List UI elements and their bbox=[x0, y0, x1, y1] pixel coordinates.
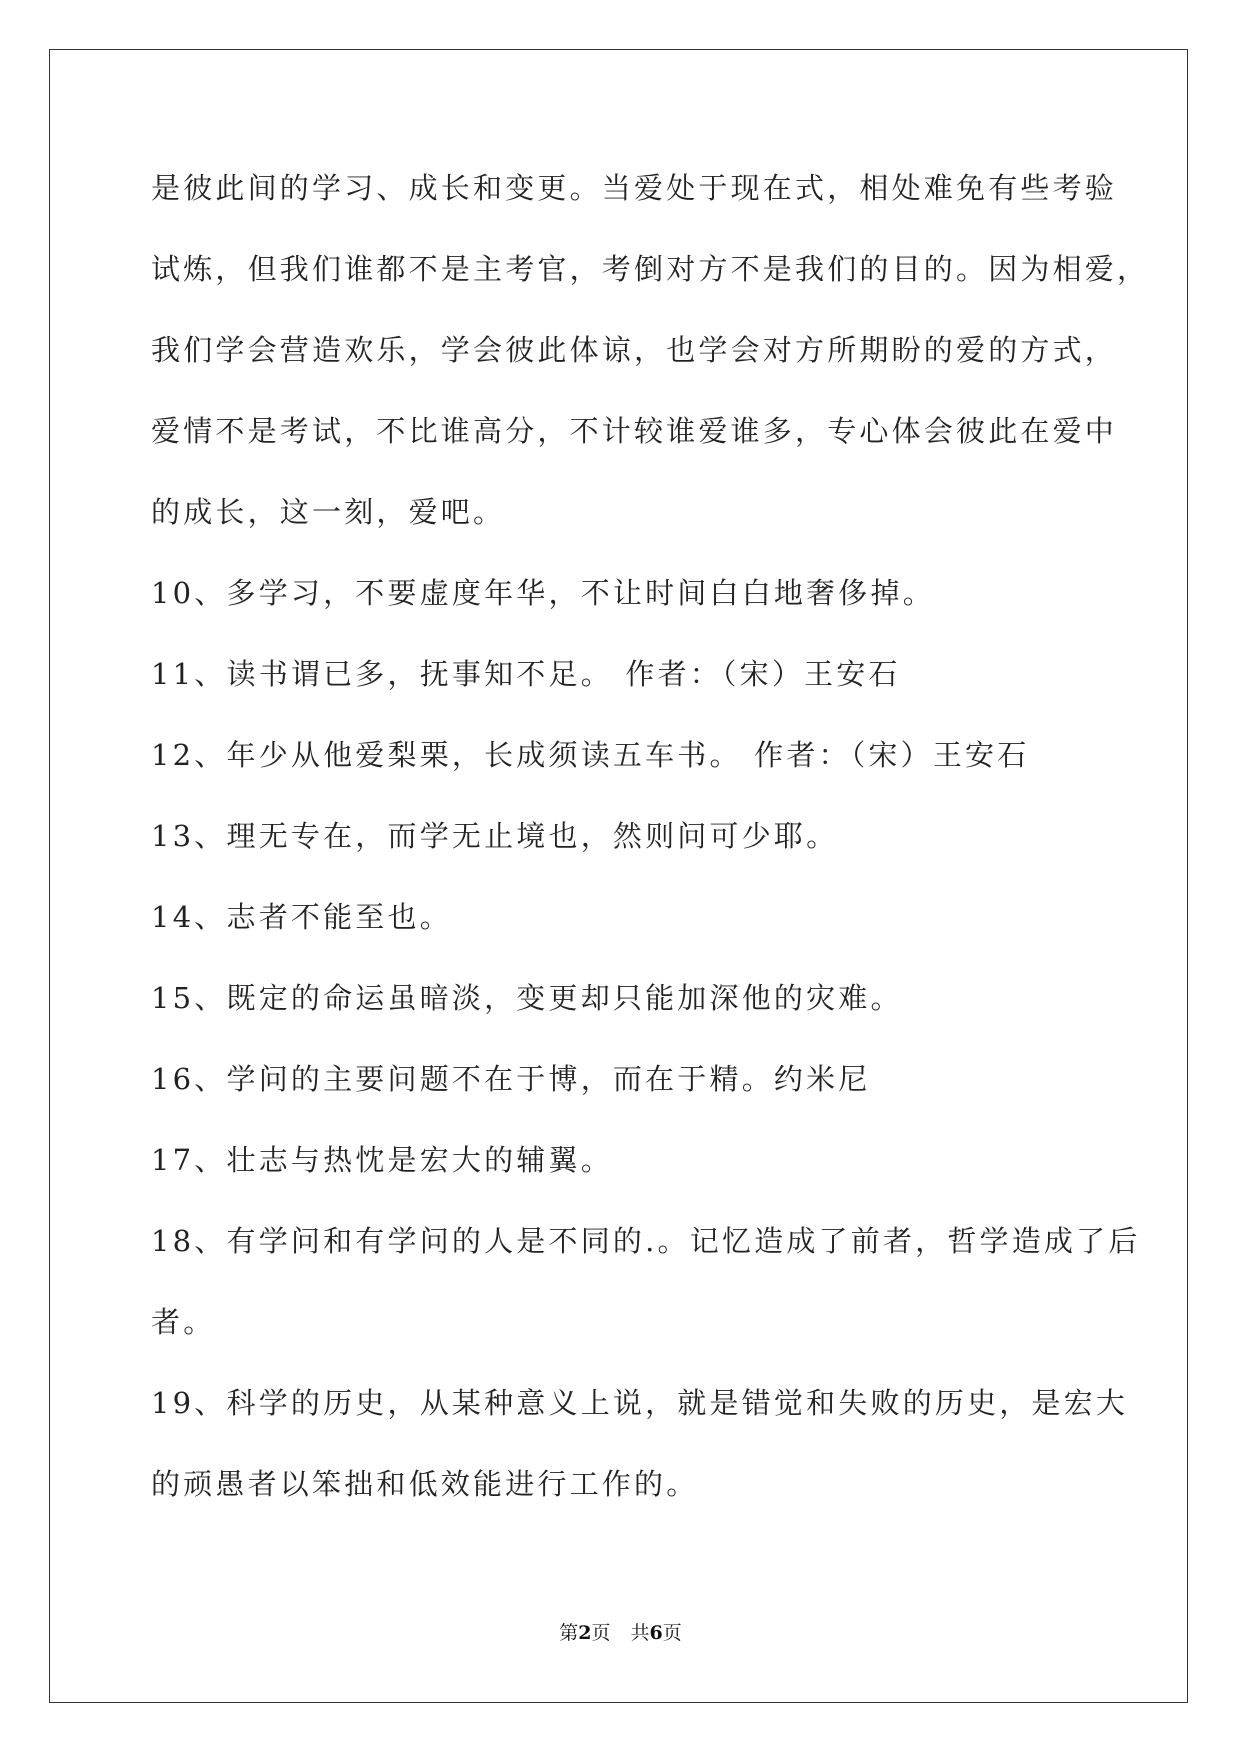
quote-item-13: 13、理无专在，而学无止境也，然则问可少耶。 bbox=[151, 819, 839, 853]
text-line: 是彼此间的学习、成长和变更。当爱处于现在式，相处难免有些考验 bbox=[151, 171, 1118, 205]
text-line: 者。 bbox=[151, 1305, 216, 1339]
quote-item-10: 10、多学习，不要虚度年华，不让时间白白地奢侈掉。 bbox=[151, 576, 935, 610]
page-footer bbox=[0, 1621, 1241, 1645]
quote-item-17: 17、壮志与热忱是宏大的辅翼。 bbox=[151, 1143, 613, 1177]
page-total: 共6页 bbox=[630, 1622, 682, 1644]
quote-item-11: 11、读书谓已多，抚事知不足。 作者：（宋）王安石 bbox=[151, 657, 901, 691]
text-line: 我们学会营造欢乐，学会彼此体谅，也学会对方所期盼的爱的方式， bbox=[151, 333, 1118, 367]
quote-item-16: 16、学问的主要问题不在于博，而在于精。约米尼 bbox=[151, 1062, 871, 1096]
document-body bbox=[151, 165, 1150, 1542]
quote-item-14: 14、志者不能至也。 bbox=[151, 900, 452, 934]
page-number: 第2页 bbox=[559, 1622, 611, 1644]
text-line: 试炼，但我们谁都不是主考官，考倒对方不是我们的目的。因为相爱， bbox=[151, 252, 1150, 286]
text-line: 爱情不是考试，不比谁高分，不计较谁爱谁多，专心体会彼此在爱中 bbox=[151, 414, 1118, 448]
text-line: 的顽愚者以笨拙和低效能进行工作的。 bbox=[151, 1467, 699, 1501]
quote-item-15: 15、既定的命运虽暗淡，变更却只能加深他的灾难。 bbox=[151, 981, 903, 1015]
text-line: 的成长，这一刻，爱吧。 bbox=[151, 495, 506, 529]
quote-item-18: 18、有学问和有学问的人是不同的.。记忆造成了前者，哲学造成了后 bbox=[151, 1224, 1141, 1258]
quote-item-12: 12、年少从他爱梨栗，长成须读五车书。 作者：（宋）王安石 bbox=[151, 738, 1030, 772]
quote-item-19: 19、科学的历史，从某种意义上说，就是错觉和失败的历史，是宏大 bbox=[151, 1386, 1129, 1420]
